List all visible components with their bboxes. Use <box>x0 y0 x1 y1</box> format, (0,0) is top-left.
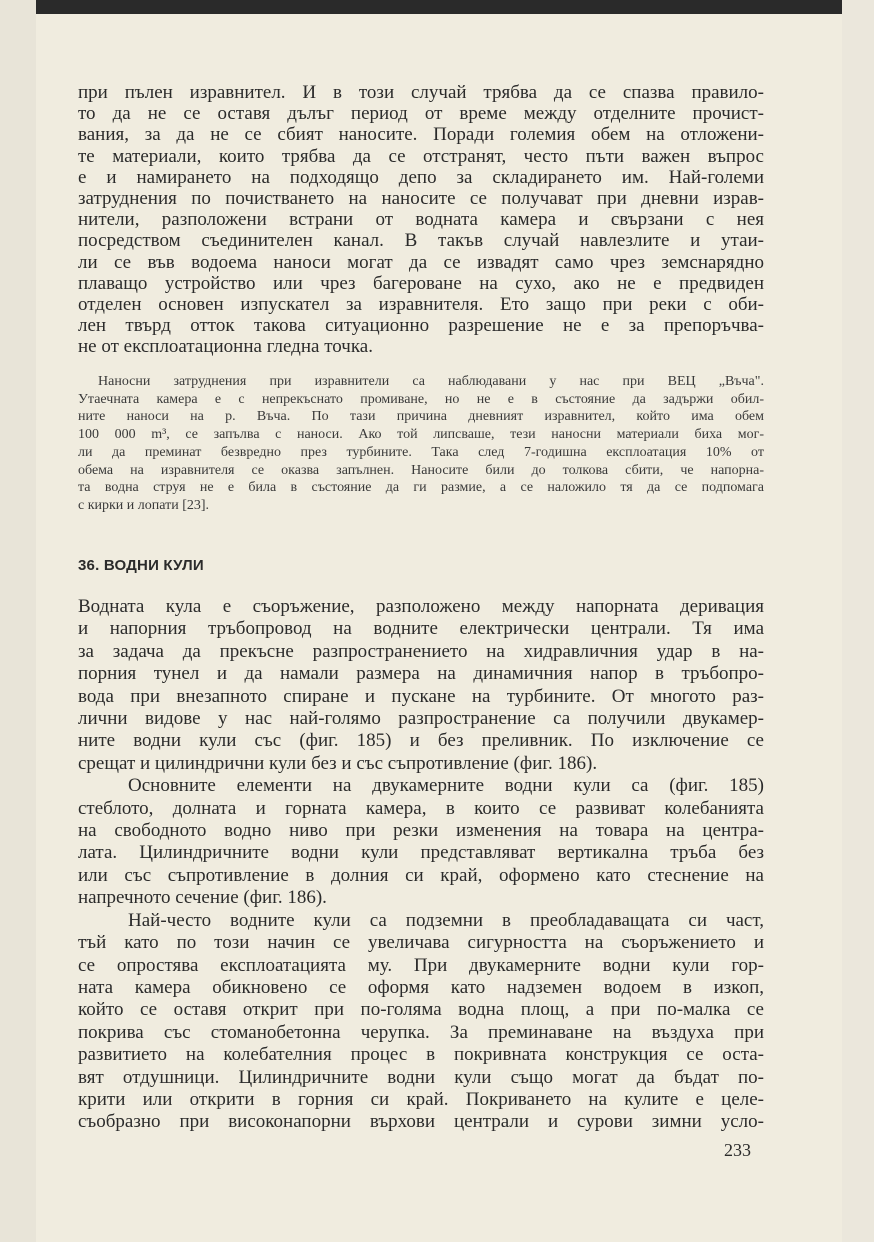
text-line: вания, за да не се сбият наносите. Поради големия обем на отложени- <box>78 124 764 146</box>
text-line: развитието на колебателния процес в покривната конструкция се оста- <box>78 1044 764 1066</box>
text-line: Основните елементи на двукамерните водни кули са (фиг. 185) <box>128 775 764 797</box>
text-line: стеблото, долната и горната камера, в които се развиват колебанията <box>78 797 764 819</box>
text-line: те материали, които трябва да се отстранят, често пъти важен въпрос <box>78 145 764 167</box>
note-line: Утаечната камера е с непрекъснато промиване, но не е в състояние да задържи обил- <box>78 391 764 407</box>
scan-margin-left <box>0 0 36 1242</box>
scan-margin-right <box>842 0 874 1242</box>
text-line: покрива със стоманобетонна черупка. За преминаване на въздуха при <box>78 1021 764 1043</box>
text-line: то да не се оставя дълъг период от време между отделните прочист- <box>78 103 764 125</box>
text-line: и напорния тръбопровод на водните електрически централи. Тя има <box>78 618 764 640</box>
text-line: посредством съединителен канал. В такъв случай навлезлите и утаи- <box>78 230 764 252</box>
scan-top-edge <box>36 0 842 14</box>
text-line: тъй като по този начин се увеличава сигурността на съоръжението и <box>78 932 764 954</box>
text-line: за задача да прекъсне разпространението на хидравличния удар в на- <box>78 640 764 662</box>
text-line: плаващо устройство или чрез багероване на сухо, ако не е предвиден <box>78 272 764 294</box>
text-line: ните водни кули със (фиг. 185) и без преливник. По изключение се <box>78 730 764 752</box>
note-line: Наносни затруднения при изравнители са наблюдавани у нас при ВЕЦ „Въча". <box>98 374 764 389</box>
text-line: не от експлоатационна гледна точка. <box>78 336 373 358</box>
text-line: се опростява експлоатацията му. При двукамерните водни кули гор- <box>78 954 764 976</box>
text-line: при пълен изравнител. И в този случай трябва да се спазва правило- <box>78 82 764 103</box>
text-line: отделен основен изпускател за изравнителя. Ето защо при реки с оби- <box>78 294 764 316</box>
note-line: 100 000 m³, се запълва с наноси. Ако той липсваше, тези наносни материали биха мог- <box>78 427 764 443</box>
section-body <box>78 596 764 1134</box>
paragraph-continuation <box>78 82 764 358</box>
text-line: съобразно при високонапорни върхови централи и сурови зимни усло- <box>78 1111 764 1133</box>
note-line: ните наноси на р. Въча. По тази причина дневният изравнител, който има обем <box>78 409 764 425</box>
note-line: с кирки и лопати [23]. <box>78 497 210 513</box>
text-line: лен твърд отток такова ситуационно разрешение не е за препоръчва- <box>78 315 764 337</box>
text-line: на свободното водно ниво при резки изменения на товара на центра- <box>78 820 764 842</box>
text-line: ната камера обикновено се оформя като надземен водоем в изкоп, <box>78 976 764 998</box>
text-line: напречното сечение (фиг. 186). <box>78 887 327 909</box>
text-line: порния тунел и да намали размера на динамичния напор в тръбопро- <box>78 663 764 685</box>
text-line: вода при внезапното спиране и пускане на турбините. От многото раз- <box>78 685 764 707</box>
text-line: срещат и цилиндрични кули без и със съпротивление (фиг. 186). <box>78 752 598 774</box>
text-line: лични видове у нас най-голямо разпространение са получили двукамер- <box>78 708 764 730</box>
note-line: ли да преминат безвредно през турбините. Така след 7-годишна експлоатация 10% от <box>78 444 764 460</box>
note-line: та водна струя не е била в състояние да ги размие, а се наложило тя да се подпомага <box>78 480 764 496</box>
text-line: е и намирането на подходящо депо за складирането им. Най-големи <box>78 166 764 188</box>
text-line: Водната кула е съоръжение, разположено между напорната деривация <box>78 596 764 617</box>
text-line: затруднения по почистването на наносите се получават при дневни израв- <box>78 188 764 210</box>
text-line: вят отдушници. Цилиндричните водни кули също могат да бъдат по- <box>78 1066 764 1088</box>
text-line: който се оставя открит при по-голяма водна площ, а при по-малка се <box>78 999 764 1021</box>
text-line: Най-често водните кули са подземни в преобладаващата си част, <box>128 909 764 931</box>
section-heading: 36. ВОДНИ КУЛИ <box>78 557 204 574</box>
text-line: крити или открити в горния си край. Покриването на кулите е целе- <box>78 1088 764 1110</box>
small-print-note <box>78 373 764 515</box>
note-line: обема на изравнителя се оказва запълнен. Наносите били до толкова сбити, че напорна- <box>78 462 764 478</box>
text-line: ли се във водоема наноси могат да се извадят само чрез земснарядно <box>78 251 764 273</box>
text-line: или със съпротивление в долния си край, оформено като стеснение на <box>78 864 764 886</box>
text-line: нители, разположени встрани от водната камера и свързани с нея <box>78 209 764 231</box>
text-line: лата. Цилиндричните водни кули представляват вертикална тръба без <box>78 842 764 864</box>
page-number: 233 <box>724 1140 751 1160</box>
